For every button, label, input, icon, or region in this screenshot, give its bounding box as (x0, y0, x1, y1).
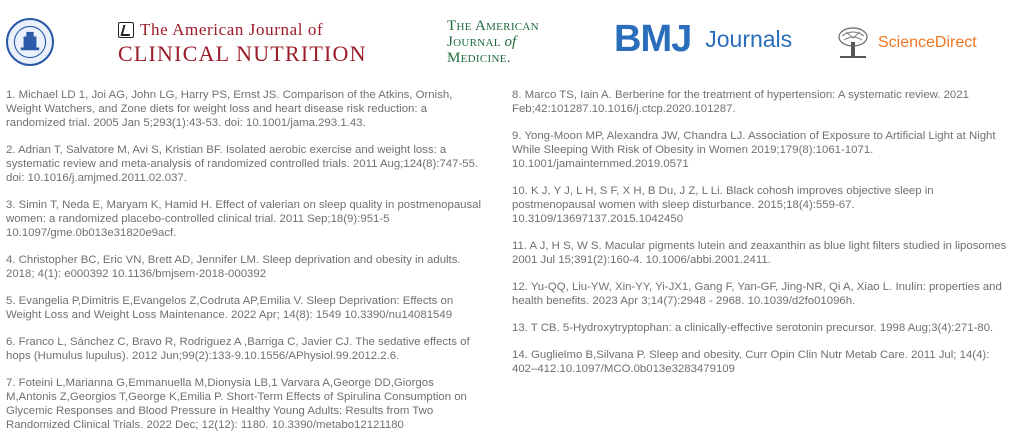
ajcn-emblem-icon (118, 22, 134, 38)
journal-logos-row (0, 0, 1024, 80)
reference-item: 11. A J, H S, W S. Macular pigments lutein and zeaxanthin as blue light filters studied in liposomes 2001 Jul 15;391(2):160-4. 10.1006/abbi.2001.2411. (512, 240, 1007, 266)
sciencedirect-logo-text: ScienceDirect (878, 34, 977, 51)
seal-logo (6, 18, 54, 66)
reference-item: 8. Marco TS, Iain A. Berberine for the treatment of hypertension: A systematic review. 2021 Feb;42:101287.10.1016/j.ctcp.2020.101287. (512, 89, 969, 115)
references-left-column (6, 88, 484, 437)
sciencedirect-logo (834, 26, 1004, 60)
reference-item: 14. Guglielmo B,Silvana P. Sleep and obesity. Curr Opin Clin Nutr Metab Care. 2011 Jul; 14(4): 402–412.10.1097/MCO.0b013e3283479109 (512, 349, 990, 375)
reference-item: 2. Adrian T, Salvatore M, Avi S, Kristian BF. Isolated aerobic exercise and weight loss: a systematic review and meta-analysis of randomized controlled trials. 2011 Aug;124(8):747-55. doi: 10.1016/j.amjmed.2011.02.037. (6, 144, 479, 184)
reference-item: 6. Franco L, Sánchez C, Bravo R, Rodriguez A ,Barriga C, Javier CJ. The sedative effects of hops (Humulus lupulus). 2012 Jun;99(2):133-9.10.1556/APhysiol.99.2012.2.6. (6, 336, 470, 362)
reference-item: 12. Yu-QQ, Liu-YW, Xin-YY, Yi-JX1, Gang F, Yan-GF, Jing-NR, Qi A, Xiao L. Inulin: properties and health benefits. 2023 Apr 3;14(7):2948 - 2968. 10.1039/d2fo01096h. (512, 281, 1002, 307)
bmj-logo-text: Journals (705, 25, 793, 52)
ajm-logo-word1: The American (447, 18, 539, 34)
ajcn-logo-line1: The American Journal of (140, 20, 324, 39)
references-right-column (512, 88, 1010, 389)
reference-item: 5. Evangelia P,Dimitris E,Evangelos Z,Codruta AP,Emilia V. Sleep Deprivation: Effects on Weight Loss and Weight Loss Maintenance. 2022 Apr; 14(8): 1549 10.3390/nu14081549 (6, 295, 454, 321)
ajcn-logo (118, 20, 376, 66)
reference-item: 4. Christopher BC, Eric VN, Brett AD, Jennifer LM. Sleep deprivation and obesity in adults. 2018; 4(1): e000392 10.1136/bmjsem-2018-000392 (6, 254, 461, 280)
reference-item: 9. Yong-Moon MP, Alexandra JW, Chandra LJ. Association of Exposure to Artificial Light at Night While Sleeping With Risk of Obesity in Women 2019;179(8):1061-1071. 10.1001/jamainternmed.2019.0571 (512, 130, 996, 170)
reference-item: 7. Foteini L,Marianna G,Emmanuella M,Dionysia LB,1 Varvara A,George DD,Giorgos M,Antonis Z,Georgios T,George K,Emilia P. Short-Term Effects of Spirulina Consumption on Glycemic Responses and Blood Pressure in Healthy Young Adults: Results from Two Randomized Clinical Trials. 2022 Dec; 12(12): 1180. 10.3390/metabo12121180 (6, 377, 467, 431)
ajcn-logo-line2: CLINICAL NUTRITION (118, 41, 367, 66)
reference-item: 10. K J, Y J, L H, S F, X H, B Du, J Z, L Li. Black cohosh improves objective sleep in postmenopausal women with sleep disturbance. 2015;18(4):559-67. 10.3109/13697137.2015.1042450 (512, 185, 934, 225)
tree-icon (834, 26, 872, 60)
reference-item: 1. Michael LD 1, Joi AG, John LG, Harry PS, Ernst JS. Comparison of the Atkins, Ornish, Weight Watchers, and Zone diets for weight loss and heart disease risk reduction: a randomized trial. 2005 Jan 5;293(1):43-53. doi: 10.1001/jama.293.1.43. (6, 89, 453, 129)
ajm-logo-word3: of (504, 34, 517, 50)
bmj-journals-logo (614, 17, 793, 61)
reference-item: 3. Simin T, Neda E, Maryam K, Hamid H. Effect of valerian on sleep quality in postmenopausal women: a randomized placebo-controlled clinical trial. 2011 Sep;18(9):951-5 10.1097/gme.0b013e31820e9acf. (6, 199, 482, 239)
bmj-logo-mark: BMJ (614, 18, 692, 60)
ajm-logo-word4: Medicine. (447, 50, 511, 66)
ajm-logo-word2: Journal (447, 34, 501, 50)
ajm-logo (447, 18, 557, 66)
reference-item: 13. T CB. 5-Hydroxytryptophan: a clinically-effective serotonin precursor. 1998 Aug;3(4):271-80. (512, 322, 994, 334)
